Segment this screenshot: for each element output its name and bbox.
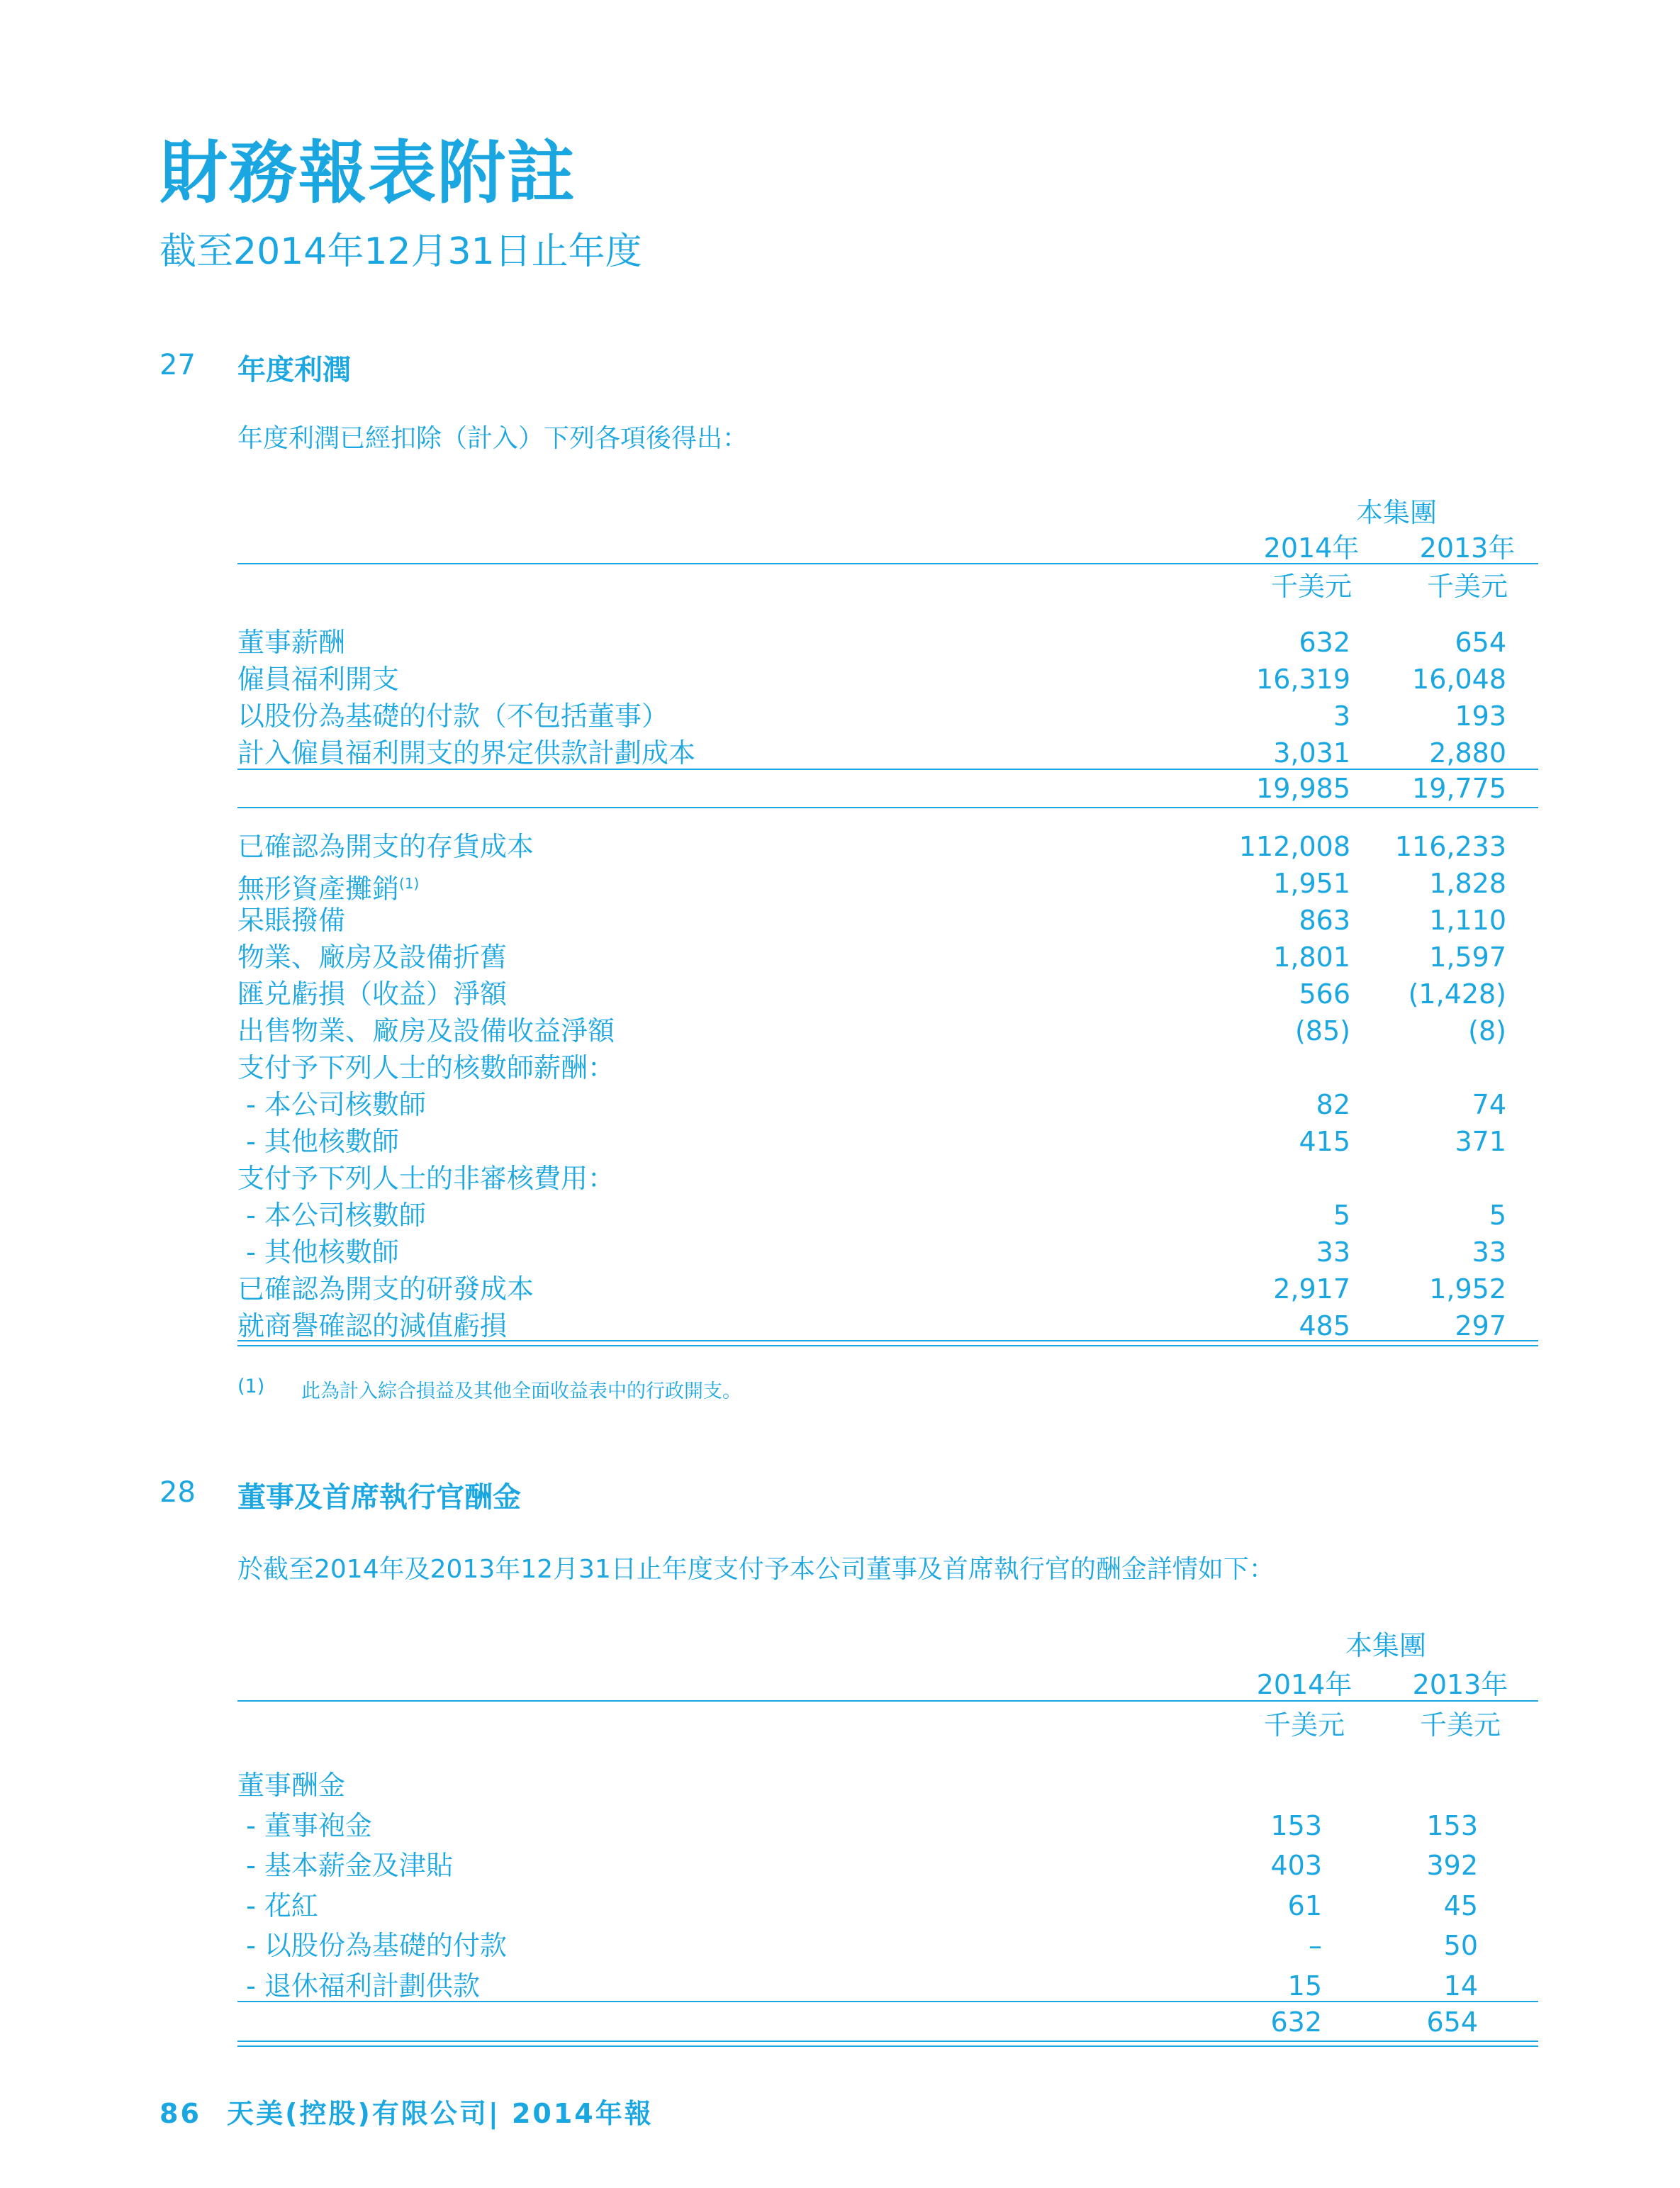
section-27-row-label-text: 支付予下列人士的非審核費用：: [237, 1163, 615, 1194]
section-28-col1-year: 2014年: [1256, 1669, 1353, 1700]
section-27-row-value-2013: 654: [1455, 627, 1506, 658]
section-27-row: [237, 865, 1531, 905]
section-27-row-label: [237, 1271, 534, 1307]
section-27-row-label: [237, 1160, 615, 1197]
section-27-row: [237, 902, 1531, 939]
section-27-row: [237, 1271, 1531, 1307]
section-27-row: [237, 939, 1531, 976]
section-27-table-double-rule: [237, 1340, 1538, 1346]
section-27-row-value-2014: 3,031: [1273, 737, 1350, 769]
section-27-row-value-2014: 632: [1299, 627, 1350, 658]
section-27-row-value-2013: 297: [1455, 1310, 1506, 1341]
section-28-total-row: [237, 2004, 1531, 2041]
section-28-row-label: [237, 1767, 345, 1804]
section-28-row: [237, 1847, 1531, 1884]
section-27-number: 27: [159, 349, 196, 381]
section-27-row-label: [237, 1234, 399, 1271]
section-27-row-value-2014: 5: [1333, 1200, 1350, 1231]
section-27-row-value-2014: 415: [1299, 1126, 1350, 1157]
section-28-row-label-text: - 退休福利計劃供款: [237, 1970, 480, 2002]
section-28-intro: 於截至2014年及2013年12月31日止年度支付予本公司董事及首席執行官的酬金詳情如下：: [237, 1555, 1275, 1584]
section-28-row: [237, 1927, 1531, 1964]
section-27-row: [237, 828, 1531, 865]
section-27-row-value-2013: 1,110: [1429, 905, 1506, 936]
section-28-row-value-2013: 50: [1443, 1930, 1478, 1961]
section-27-row-label-text: 董事薪酬: [237, 627, 346, 658]
section-27-row-label-text: - 本公司核數師: [237, 1200, 426, 1231]
section-27-row-value-2013: 1,952: [1429, 1273, 1506, 1305]
section-27-subtotal-2014: 19,985: [1256, 773, 1350, 804]
section-27-footnote-text: 此為計入綜合損益及其他全面收益表中的行政開支。: [301, 1380, 741, 1402]
section-27-col1-year: 2014年: [1263, 532, 1360, 564]
section-27-intro: 年度利潤已經扣除（計入）下列各項後得出：: [237, 424, 749, 453]
section-27-row-label-text: 呆賬撥備: [237, 905, 346, 936]
section-27-row-value-2013: 371: [1455, 1126, 1506, 1157]
page-subtitle: 截至2014年12月31日止年度: [159, 230, 642, 273]
section-27-row-footnote-ref: (1): [399, 875, 420, 892]
section-28-col1-unit: 千美元: [1263, 1709, 1345, 1741]
section-28-row-value-2014: 15: [1287, 1970, 1322, 2002]
section-28-col2-unit: 千美元: [1419, 1709, 1501, 1741]
section-27-row-label: [237, 1086, 426, 1123]
section-27-row-label-text: 計入僱員福利開支的界定供款計劃成本: [237, 737, 696, 769]
section-28-row-label: [237, 1967, 480, 2004]
section-28-title: 董事及首席執行官酬金: [237, 1481, 521, 1514]
section-27-col2-year: 2013年: [1419, 532, 1516, 564]
section-27-row-label-text: 已確認為開支的存貨成本: [237, 831, 534, 862]
section-27-col2-unit: 千美元: [1426, 571, 1508, 602]
section-28-row-value-2014: 403: [1270, 1850, 1322, 1881]
section-27-row: [237, 1197, 1531, 1234]
section-27-row-value-2014: (85): [1294, 1015, 1350, 1046]
section-27-row: [237, 624, 1531, 661]
section-28-total-2014: 632: [1270, 2006, 1322, 2038]
section-27-row-label: [237, 624, 345, 661]
section-27-row-value-2013: (1,428): [1408, 978, 1506, 1010]
section-27-title: 年度利潤: [237, 354, 351, 386]
section-28-row: [237, 1967, 1531, 2004]
section-27-group-label: 本集團: [1355, 497, 1437, 528]
section-27-row-value-2013: 2,880: [1429, 737, 1506, 769]
section-27-row-value-2013: (8): [1468, 1015, 1506, 1046]
section-28-row: [237, 1887, 1531, 1924]
section-27-subtotal-2013: 19,775: [1412, 773, 1506, 804]
section-27-row: [237, 661, 1531, 698]
section-28-row-value-2014: –: [1309, 1930, 1322, 1961]
section-28-row: [237, 1767, 1531, 1804]
section-28-total-rule-top: [237, 2001, 1538, 2002]
section-27-subtotal-rule-bottom: [237, 807, 1538, 808]
section-27-row-value-2014: 2,917: [1273, 1273, 1350, 1305]
section-27-row-label-text: 支付予下列人士的核數師薪酬：: [237, 1052, 615, 1083]
section-28-row-value-2013: 392: [1426, 1850, 1478, 1881]
section-28-total-double-rule: [237, 2041, 1538, 2047]
section-27-row: [237, 976, 1531, 1012]
section-27-row-label-text: 出售物業、廠房及設備收益淨額: [237, 1015, 615, 1046]
section-27-row-value-2013: 74: [1472, 1089, 1506, 1120]
section-27-row-label-text: - 其他核數師: [237, 1237, 399, 1268]
section-27-row-label-text: - 本公司核數師: [237, 1089, 426, 1120]
section-27-row: [237, 1307, 1531, 1344]
section-27-row-label-text: 以股份為基礎的付款（不包括董事）: [237, 701, 669, 732]
page-title: 財務報表附註: [159, 133, 576, 213]
section-28-row-label: [237, 1847, 453, 1884]
section-27-row-value-2014: 485: [1299, 1310, 1350, 1341]
section-27-row-label-text: 已確認為開支的研發成本: [237, 1273, 534, 1305]
section-28-number: 28: [159, 1476, 196, 1509]
section-27-col1-unit: 千美元: [1270, 571, 1352, 602]
section-28-row-label-text: - 花紅: [237, 1890, 318, 1921]
section-27-row-value-2014: 33: [1316, 1237, 1350, 1268]
section-28-row-label-text: 董事酬金: [237, 1770, 346, 1801]
section-27-row-value-2014: 112,008: [1238, 831, 1350, 862]
section-27-row-label-text: 匯兑虧損（收益）淨額: [237, 978, 508, 1010]
section-28-row: [237, 1807, 1531, 1844]
section-28-header-rule: [237, 1700, 1538, 1702]
section-27-row-label: [237, 902, 345, 939]
section-27-row-label: [237, 661, 399, 698]
section-27-row-value-2014: 16,319: [1256, 664, 1350, 695]
section-27-row-value-2013: 33: [1472, 1237, 1506, 1268]
section-28-row-label-text: - 董事袍金: [237, 1809, 372, 1841]
section-27-row-label-text: 物業、廠房及設備折舊: [237, 942, 508, 973]
section-27-row-value-2013: 116,233: [1394, 831, 1506, 862]
section-28-col2-year: 2013年: [1412, 1669, 1508, 1700]
section-27-row: [237, 1086, 1531, 1123]
section-28-row-value-2013: 14: [1443, 1970, 1478, 2002]
section-28-row-label-text: - 基本薪金及津貼: [237, 1850, 453, 1881]
section-28-row-label-text: - 以股份為基礎的付款: [237, 1930, 507, 1961]
section-27-row-label-text: 無形資產攤銷: [237, 873, 400, 905]
section-28-row-value-2013: 153: [1426, 1809, 1478, 1841]
section-27-row-label: [237, 939, 507, 976]
section-28-row-label: [237, 1927, 507, 1964]
section-28-group-label: 本集團: [1345, 1630, 1426, 1661]
section-28-row-value-2013: 45: [1443, 1890, 1478, 1921]
section-27-row: [237, 1049, 1531, 1086]
section-27-row-value-2013: 193: [1455, 701, 1506, 732]
section-27-footnote-mark: (1): [237, 1375, 265, 1397]
section-28-row-label: [237, 1807, 372, 1844]
section-27-row-value-2013: 1,828: [1429, 868, 1506, 899]
section-27-row-label: [237, 1123, 399, 1160]
section-28-row-value-2014: 61: [1287, 1890, 1322, 1921]
section-28-total-2013: 654: [1426, 2006, 1478, 2038]
section-27-row-label: [237, 828, 534, 865]
section-27-row-label: [237, 1049, 615, 1086]
section-27-row-label-text: - 其他核數師: [237, 1126, 399, 1157]
section-28-row-value-2014: 153: [1270, 1809, 1322, 1841]
section-27-row-label-text: 僱員福利開支: [237, 664, 400, 695]
company-name: 天美(控股)有限公司| 2014年報: [227, 2098, 654, 2129]
section-27-row: [237, 1123, 1531, 1160]
section-27-row: [237, 698, 1531, 735]
page-footer: [159, 2092, 654, 2131]
section-27-row-value-2014: 863: [1299, 905, 1350, 936]
section-27-row-label: [237, 865, 419, 908]
section-27-row-label: [237, 698, 668, 735]
section-27-row: [237, 735, 1531, 771]
section-27-row-value-2013: 16,048: [1412, 664, 1506, 695]
section-27-row-label: [237, 976, 507, 1012]
section-27-row-value-2013: 5: [1489, 1200, 1506, 1231]
section-27-row-label: [237, 735, 695, 771]
section-27-row-value-2014: 1,951: [1273, 868, 1350, 899]
section-27-row-value-2014: 82: [1316, 1089, 1350, 1120]
section-27-row-label-text: 就商譽確認的減值虧損: [237, 1310, 508, 1341]
section-28-row-label: [237, 1887, 318, 1924]
section-27-row-value-2014: 566: [1299, 978, 1350, 1010]
section-27-row-value-2013: 1,597: [1429, 942, 1506, 973]
section-27-row-value-2014: 3: [1333, 701, 1350, 732]
section-27-row: [237, 1234, 1531, 1271]
section-27-row-label: [237, 1307, 507, 1344]
section-27-subtotal-row: [237, 770, 1531, 807]
section-27-row: [237, 1012, 1531, 1049]
section-27-row-value-2014: 1,801: [1273, 942, 1350, 973]
section-27-row-label: [237, 1197, 426, 1234]
section-27-row: [237, 1160, 1531, 1197]
section-27-row-label: [237, 1012, 615, 1049]
page-number: 86: [159, 2098, 201, 2129]
